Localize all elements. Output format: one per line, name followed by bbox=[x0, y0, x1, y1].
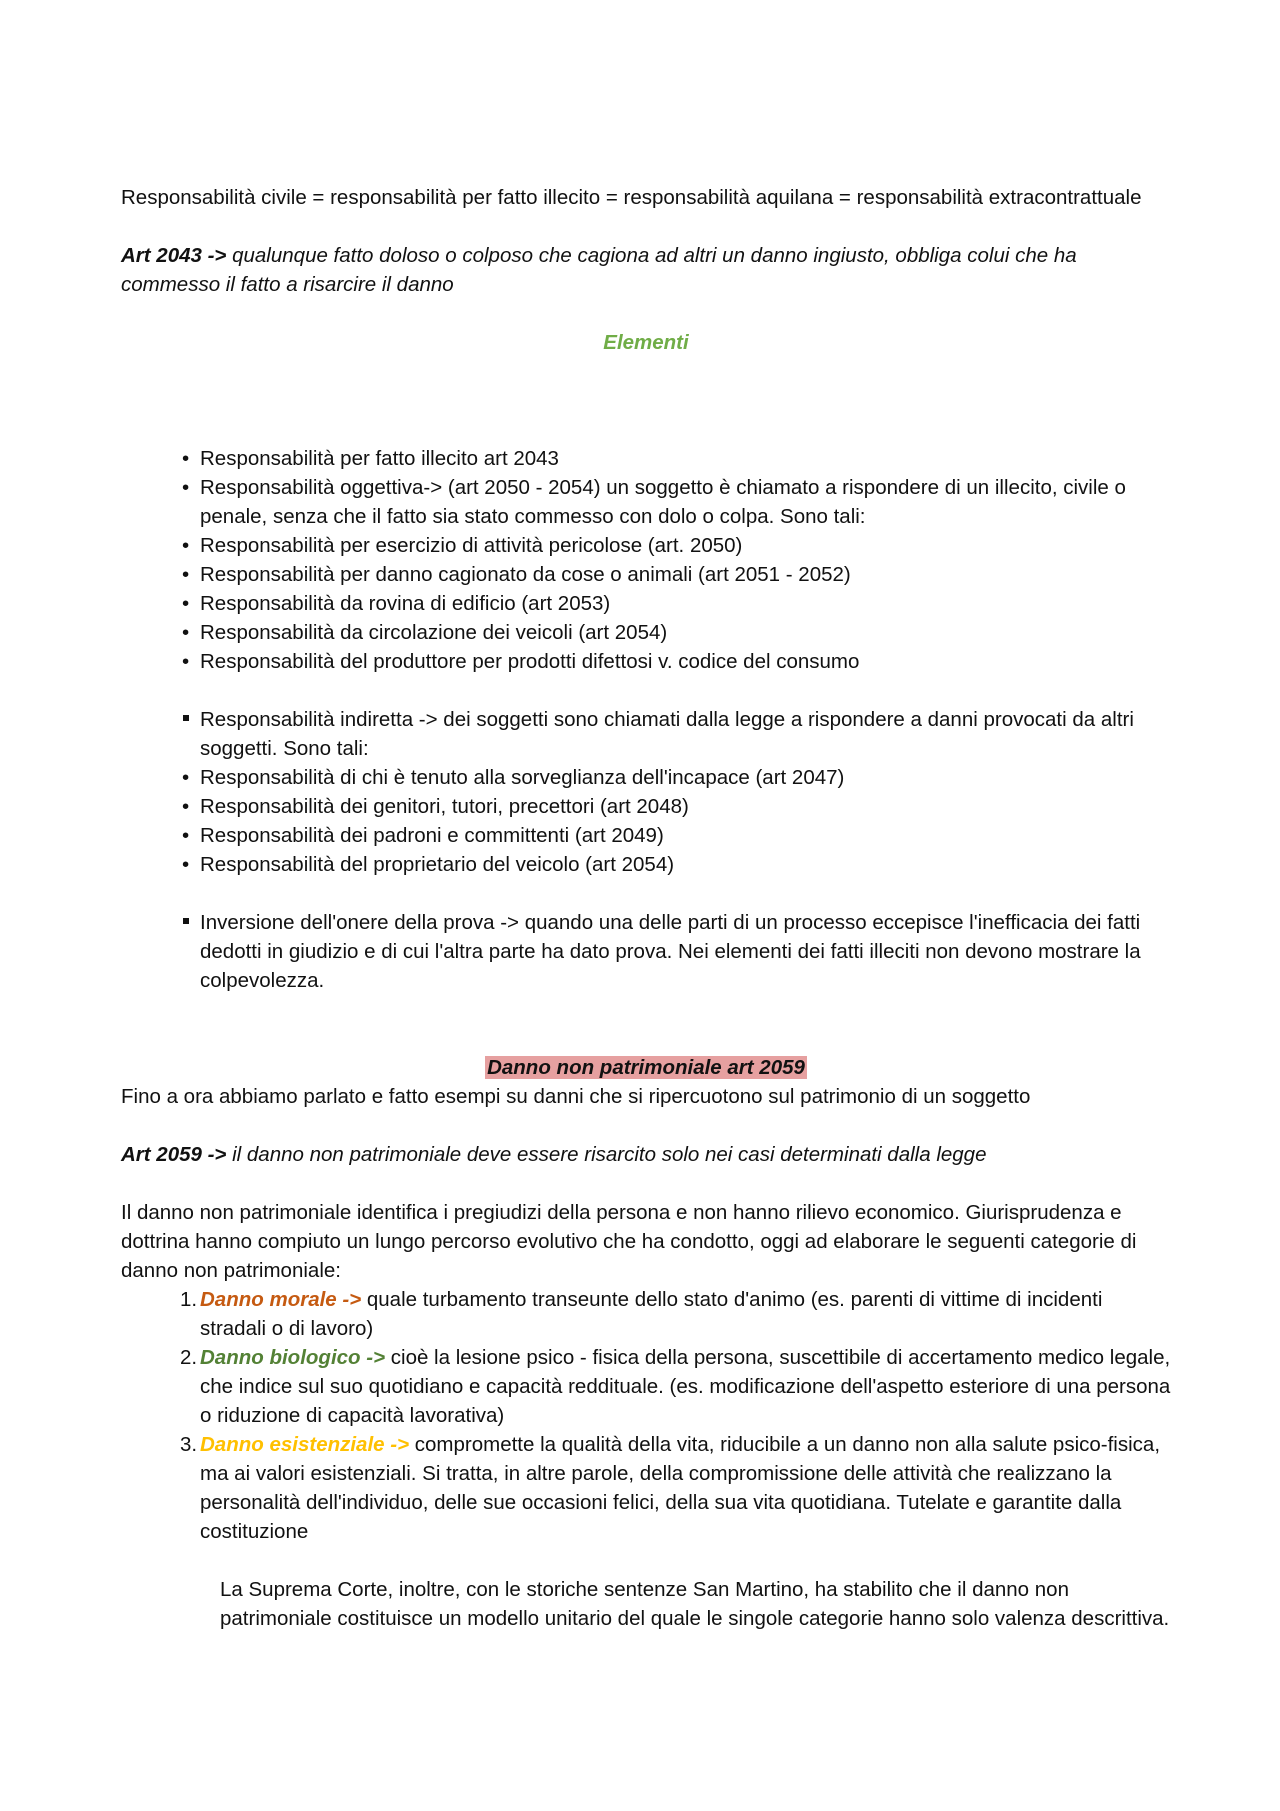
heading-elementi: Elementi bbox=[603, 331, 689, 354]
list-item: •Responsabilità di chi è tenuto alla sorveglianza dell'incapace (art 2047) bbox=[121, 763, 1171, 792]
square-bullet-icon bbox=[180, 908, 200, 937]
list-item: 2. Danno biologico -> cioè la lesione psico - fisica della persona, suscettibile di accertamento medico legale, che indice sul suo quotidiano e capacità reddituale. (es. modificazione dell'aspetto esteriore di una persona o riduzione di capacità lavorativa) bbox=[180, 1346, 1171, 1427]
list-item: •Responsabilità per fatto illecito art 2043 bbox=[121, 444, 1171, 473]
danno-paragraph: Il danno non patrimoniale identifica i pregiudizi della persona e non hanno rilievo economico. Giurisprudenza e dottrina hanno compiuto un lungo percorso evolutivo che ha condotto, oggi ad elaborare le seguenti categorie di danno non patrimoniale: bbox=[121, 1201, 1137, 1282]
list-item: •Responsabilità oggettiva-> (art 2050 - 2054) un soggetto è chiamato a rispondere di un illecito, civile o penale, senza che il fatto sia stato commesso con dolo o colpa. Sono tali: bbox=[121, 473, 1171, 531]
bullet-icon bbox=[180, 444, 200, 473]
list-responsabilita-indiretta bbox=[121, 705, 1171, 879]
list-item: Responsabilità indiretta -> dei soggetti sono chiamati dalla legge a rispondere a danni provocati da altri soggetti. Sono tali: bbox=[121, 705, 1171, 763]
list-item: •Responsabilità da circolazione dei veicoli (art 2054) bbox=[121, 618, 1171, 647]
list-item: 1. Danno morale -> quale turbamento transeunte dello stato d'animo (es. parenti di vittime di incidenti stradali o di lavoro) bbox=[180, 1288, 1103, 1340]
intro-paragraph: Responsabilità civile = responsabilità per fatto illecito = responsabilità aquilana = responsabilità extracontrattuale bbox=[121, 186, 1142, 209]
document-page bbox=[121, 183, 1171, 1633]
bullet-icon bbox=[180, 821, 200, 850]
bullet-icon bbox=[180, 850, 200, 879]
list-item: 3. Danno esistenziale -> compromette la qualità della vita, riducibile a un danno non alla salute psico-fisica, ma ai valori esistenziali. Si tratta, in altre parole, della compromissione delle attività che realizzano la personalità dell'individuo, delle sue occasioni felici, della sua vita quotidiana. Tutelate e garantite dalla costituzione bbox=[180, 1433, 1161, 1543]
category-term: Danno esistenziale -> bbox=[200, 1433, 410, 1456]
square-bullet-icon bbox=[180, 705, 200, 734]
art-2059-label: Art 2059 -> bbox=[121, 1143, 227, 1166]
bullet-icon bbox=[180, 589, 200, 618]
list-item: •Responsabilità dei padroni e committenti (art 2049) bbox=[121, 821, 1171, 850]
bullet-icon bbox=[180, 618, 200, 647]
heading-danno-non-patrimoniale: Danno non patrimoniale art 2059 bbox=[487, 1056, 805, 1079]
bullet-icon bbox=[180, 763, 200, 792]
finora-paragraph: Fino a ora abbiamo parlato e fatto esempi su danni che si ripercuotono sul patrimonio di un soggetto bbox=[121, 1085, 1031, 1108]
bullet-icon bbox=[180, 647, 200, 676]
bullet-icon bbox=[180, 560, 200, 589]
list-item: •Responsabilità dei genitori, tutori, precettori (art 2048) bbox=[121, 792, 1171, 821]
bullet-icon bbox=[180, 792, 200, 821]
list-item: •Responsabilità per danno cagionato da cose o animali (art 2051 - 2052) bbox=[121, 560, 1171, 589]
list-item: •Responsabilità del proprietario del veicolo (art 2054) bbox=[121, 850, 1171, 879]
list-responsabilita-oggettiva bbox=[121, 444, 1171, 676]
art-2043-text: qualunque fatto doloso o colposo che cagiona ad altri un danno ingiusto, obbliga colui che ha commesso il fatto a risarcire il danno bbox=[121, 244, 1077, 296]
list-inversione-onere bbox=[121, 908, 1171, 995]
list-item: •Responsabilità per esercizio di attività pericolose (art. 2050) bbox=[121, 531, 1171, 560]
list-item: Inversione dell'onere della prova -> quando una delle parti di un processo eccepisce l'inefficacia dei fatti dedotti in giudizio e di cui l'altra parte ha dato prova. Nei elementi dei fatti illeciti non devono mostrare la colpevolezza. bbox=[121, 908, 1171, 995]
category-term: Danno biologico -> bbox=[200, 1346, 386, 1369]
art-2043-label: Art 2043 -> bbox=[121, 244, 227, 267]
art-2059-text: il danno non patrimoniale deve essere risarcito solo nei casi determinati dalla legge bbox=[226, 1143, 987, 1166]
art-2059-paragraph bbox=[121, 1140, 1171, 1169]
list-item: •Responsabilità del produttore per prodotti difettosi v. codice del consumo bbox=[121, 647, 1171, 676]
bullet-icon bbox=[180, 473, 200, 502]
list-item: •Responsabilità da rovina di edificio (art 2053) bbox=[121, 589, 1171, 618]
category-term: Danno morale -> bbox=[200, 1288, 362, 1311]
art-2043-paragraph bbox=[121, 241, 1171, 299]
bullet-icon bbox=[180, 531, 200, 560]
corte-paragraph: La Suprema Corte, inoltre, con le storiche sentenze San Martino, ha stabilito che il danno non patrimoniale costituisce un modello unitario del quale le singole categorie hanno solo valenza descrittiva. bbox=[220, 1578, 1170, 1630]
categories-list bbox=[121, 1285, 1171, 1546]
